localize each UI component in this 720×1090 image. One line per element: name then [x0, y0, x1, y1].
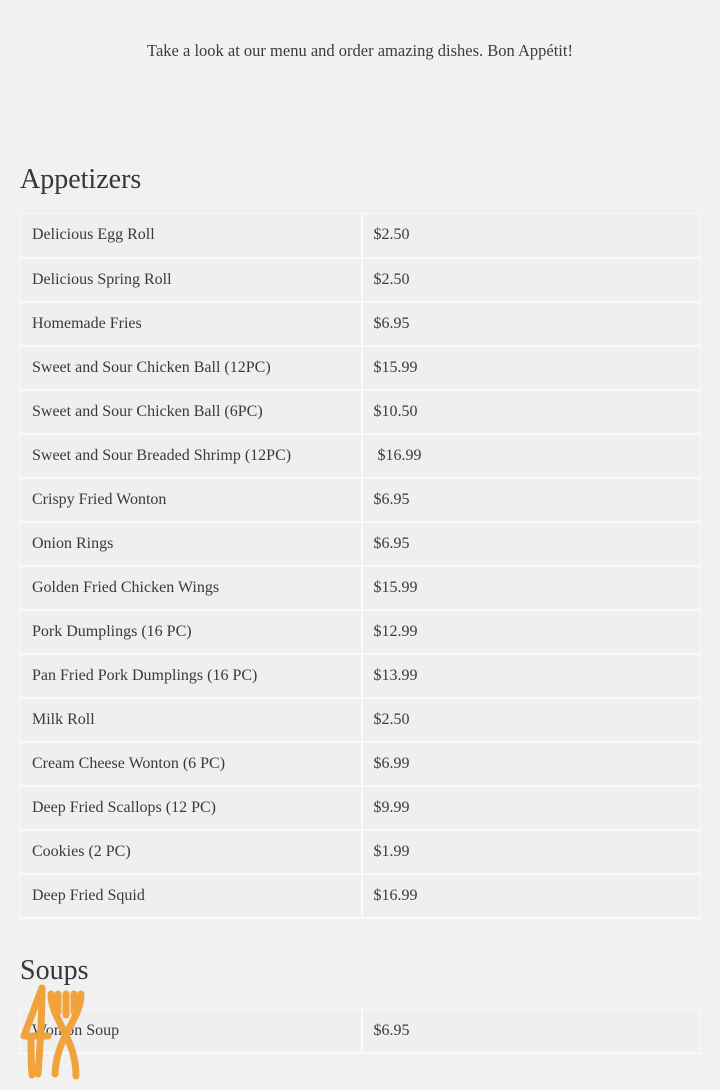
menu-row — [21, 302, 700, 346]
menu-row — [21, 874, 700, 918]
menu-row — [21, 214, 700, 258]
menu-item-price: $1.99 — [362, 830, 700, 874]
menu-item-name: Sweet and Sour Breaded Shrimp (12PC) — [21, 434, 362, 478]
menu-item-name: Delicious Egg Roll — [21, 214, 362, 258]
menu-item-price: $13.99 — [362, 654, 700, 698]
menu-row — [21, 786, 700, 830]
menu-row — [21, 1009, 700, 1053]
menu-item-name: Pork Dumplings (16 PC) — [21, 610, 362, 654]
section-appetizers — [20, 164, 700, 919]
menu-row — [21, 522, 700, 566]
menu-item-name: Homemade Fries — [21, 302, 362, 346]
appetizers-table — [20, 213, 700, 919]
section-title-appetizers: Appetizers — [20, 164, 142, 195]
menu-item-price: $6.99 — [362, 742, 700, 786]
menu-row — [21, 434, 700, 478]
menu-row — [21, 698, 700, 742]
menu-item-name: Onion Rings — [21, 522, 362, 566]
menu-item-price: $2.50 — [362, 214, 700, 258]
menu-item-price: $6.95 — [362, 1009, 700, 1053]
menu-item-name: Sweet and Sour Chicken Ball (6PC) — [21, 390, 362, 434]
menu-item-price: $10.50 — [362, 390, 700, 434]
section-soups — [20, 955, 700, 1055]
menu-row — [21, 830, 700, 874]
menu-item-price: $15.99 — [362, 566, 700, 610]
menu-item-name: Cookies (2 PC) — [21, 830, 362, 874]
menu-item-name: Deep Fried Squid — [21, 874, 362, 918]
menu-item-price: $6.95 — [362, 522, 700, 566]
menu-item-price: $9.99 — [362, 786, 700, 830]
menu-item-name: Cream Cheese Wonton (6 PC) — [21, 742, 362, 786]
menu-row — [21, 742, 700, 786]
menu-item-name: Pan Fried Pork Dumplings (16 PC) — [21, 654, 362, 698]
menu-item-price: $2.50 — [362, 698, 700, 742]
menu-row — [21, 478, 700, 522]
menu-item-name: Delicious Spring Roll — [21, 258, 362, 302]
menu-row — [21, 610, 700, 654]
menu-item-price: $2.50 — [362, 258, 700, 302]
section-title-soups: Soups — [20, 954, 89, 986]
menu-item-name: Milk Roll — [21, 698, 362, 742]
menu-item-price: $16.99 — [362, 874, 700, 918]
menu-item-price: $12.99 — [362, 610, 700, 654]
menu-row — [21, 390, 700, 434]
menu-item-price: $15.99 — [362, 346, 700, 390]
menu-item-price: $6.95 — [362, 478, 700, 522]
menu-row — [21, 566, 700, 610]
menu-item-name: Deep Fried Scallops (12 PC) — [21, 786, 362, 830]
menu-item-name: Sweet and Sour Chicken Ball (12PC) — [21, 346, 362, 390]
menu-row — [21, 346, 700, 390]
menu-item-name: Crispy Fried Wonton — [21, 478, 362, 522]
menu-row — [21, 654, 700, 698]
menu-item-name: Golden Fried Chicken Wings — [21, 566, 362, 610]
soups-table — [20, 1009, 700, 1055]
menu-tagline: Take a look at our menu and order amazing dishes. Bon Appétit! — [147, 41, 573, 60]
menu-item-price: $16.99 — [362, 434, 700, 478]
menu-item-name: Wonton Soup — [21, 1009, 362, 1053]
menu-row — [21, 258, 700, 302]
menu-item-price: $6.95 — [362, 302, 700, 346]
